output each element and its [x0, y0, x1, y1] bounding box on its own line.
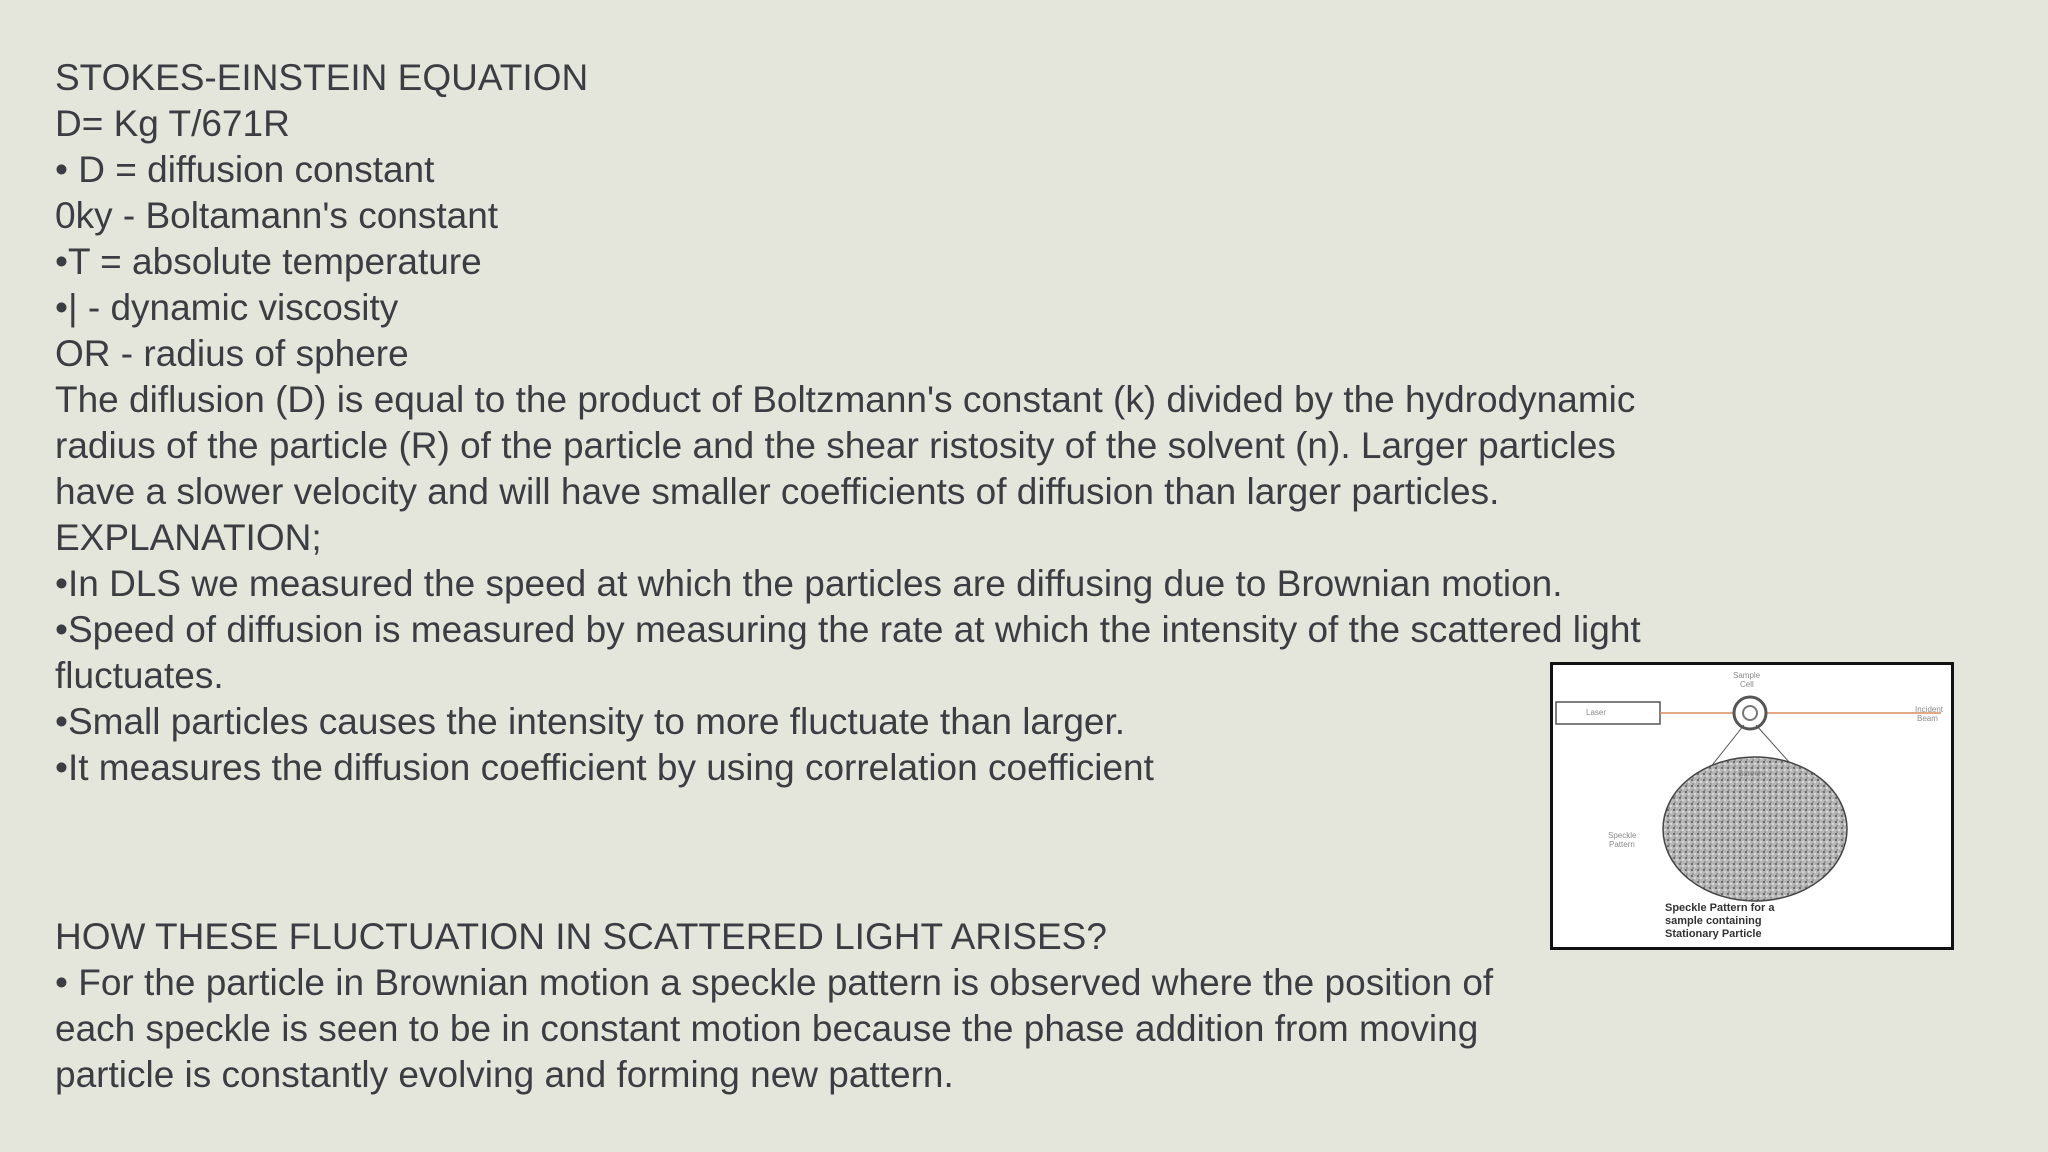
bullet-line: •It measures the diffusion coefficient by using correlation coefficient [55, 747, 1154, 788]
incident-label-1: Incident [1915, 705, 1944, 714]
bullet-line: each speckle is seen to be in constant motion because the phase addition from moving [55, 1008, 1479, 1049]
speckle-label-2: Pattern [1609, 840, 1635, 849]
sample-cell-label-2: Cell [1740, 680, 1754, 689]
bullet-line: •In DLS we measured the speed at which the particles are diffusing due to Brownian motion. [55, 563, 1563, 604]
caption-line: Stationary Particle [1665, 928, 1762, 940]
caption-line: Speckle Pattern for a [1665, 902, 1775, 914]
caption-line: sample containing [1665, 915, 1762, 927]
bullet-line: • For the particle in Brownian motion a speckle pattern is observed where the position of [55, 962, 1494, 1003]
sample-cell-inner [1743, 706, 1757, 720]
slide-main-text [55, 55, 1775, 791]
laser-label: Laser [1586, 708, 1607, 717]
definition-eta: •| - dynamic viscosity [55, 287, 399, 328]
bullet-line: •Speed of diffusion is measured by measuring the rate at which the intensity of the scattered light [55, 609, 1641, 650]
laser-box [1556, 702, 1660, 724]
figure-canvas [1553, 665, 1951, 947]
incident-label-2: Beam [1917, 714, 1938, 723]
speckle-label-1: Speckle [1608, 831, 1637, 840]
paragraph-line: radius of the particle (R) of the particle and the shear ristosity of the solvent (n). Larger particles [55, 425, 1616, 466]
definition-t: •T = absolute temperature [55, 241, 482, 282]
bullet-line: •Small particles causes the intensity to more fluctuate than larger. [55, 701, 1126, 742]
definition-r: OR - radius of sphere [55, 333, 409, 374]
bullet-line: particle is constantly evolving and forming new pattern. [55, 1054, 954, 1095]
paragraph-line: have a slower velocity and will have smaller coefficients of diffusion than larger particles. [55, 471, 1500, 512]
sample-cell-label-1: Sample [1733, 671, 1761, 680]
screen-label: Screen [1738, 769, 1764, 778]
figure-caption [1665, 902, 1774, 941]
speckle-screen [1663, 757, 1847, 901]
heading-stokes-einstein: STOKES-EINSTEIN EQUATION [55, 57, 589, 98]
definition-k: 0ky - Boltamann's constant [55, 195, 499, 236]
fluctuation-section [55, 914, 1493, 1098]
heading-fluctuation: HOW THESE FLUCTUATION IN SCATTERED LIGHT ARISES? [55, 916, 1107, 957]
bullet-line: fluctuates. [55, 655, 224, 696]
definition-d: • D = diffusion constant [55, 149, 435, 190]
paragraph-line: The diflusion (D) is equal to the product of Boltzmann's constant (k) divided by the hydrodynamic [55, 379, 1636, 420]
heading-explanation: EXPLANATION; [55, 517, 322, 558]
speckle-pattern-figure [1550, 662, 1954, 950]
equation-line: D= Kg T/671R [55, 103, 290, 144]
